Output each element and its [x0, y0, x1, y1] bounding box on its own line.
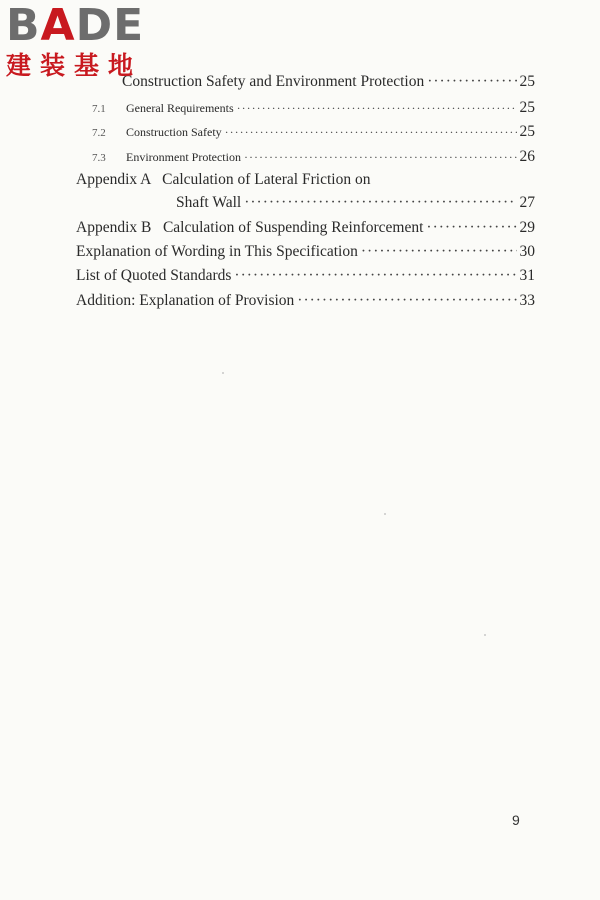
toc-section-7-1: [92, 99, 535, 117]
dot-leader: [297, 292, 516, 310]
toc-entry-title: Construction Safety: [126, 125, 222, 139]
toc-page-number: 25: [519, 73, 535, 90]
dot-leader: [225, 125, 517, 140]
toc-quoted-standards: [76, 267, 535, 285]
toc-page-number: 31: [519, 267, 535, 284]
toc-appendix-a-line2: [176, 194, 535, 212]
scan-speck: [384, 513, 386, 515]
toc-entry-title: Construction Safety and Environment Protection: [122, 73, 425, 90]
toc-chapter-7: [122, 73, 535, 91]
dot-leader: [244, 194, 516, 212]
toc-page-number: 33: [519, 292, 535, 309]
toc-page-number: 25: [519, 123, 535, 140]
watermark-latin: BADE: [6, 0, 145, 51]
watermark-cjk: 建装基地: [6, 51, 143, 80]
section-number: 7.2: [92, 127, 106, 139]
toc-appendix-a-line1: [76, 171, 535, 189]
toc-entry-title: Environment Protection: [126, 150, 241, 164]
toc-entry-title: General Requirements: [126, 101, 234, 115]
toc-section-7-2: [92, 123, 535, 141]
toc-page-number: 30: [519, 243, 535, 260]
toc-section-7-3: [92, 148, 535, 166]
dot-leader: [244, 150, 517, 165]
toc-entry-title: Appendix A Calculation of Lateral Friction on: [76, 171, 371, 188]
toc-entry-title: List of Quoted Standards: [76, 267, 232, 284]
toc-addition: [76, 292, 535, 310]
dot-leader: [426, 219, 516, 237]
dot-leader: [234, 267, 516, 285]
dot-leader: [427, 73, 516, 91]
toc-entry-title: Addition: Explanation of Provision: [76, 292, 295, 309]
dot-leader: [361, 243, 517, 261]
page-number: 9: [512, 812, 520, 828]
toc-page-number: 27: [519, 194, 535, 211]
section-number: 7.3: [92, 152, 106, 164]
toc-entry-title: Explanation of Wording in This Specification: [76, 243, 358, 260]
toc-entry-title: Shaft Wall: [176, 194, 242, 211]
scan-speck: [484, 634, 486, 636]
toc-page-number: 26: [519, 148, 535, 165]
toc-entry-title: Appendix B Calculation of Suspending Reinforcement: [76, 219, 424, 236]
section-number: 7.1: [92, 103, 106, 115]
toc-appendix-b: [76, 219, 535, 237]
bade-watermark-logo: [6, 2, 144, 80]
dot-leader: [237, 101, 517, 116]
toc-page-number: 25: [519, 99, 535, 116]
toc-wording: [76, 243, 535, 261]
toc-page-number: 29: [519, 219, 535, 236]
scan-speck: [222, 372, 224, 374]
